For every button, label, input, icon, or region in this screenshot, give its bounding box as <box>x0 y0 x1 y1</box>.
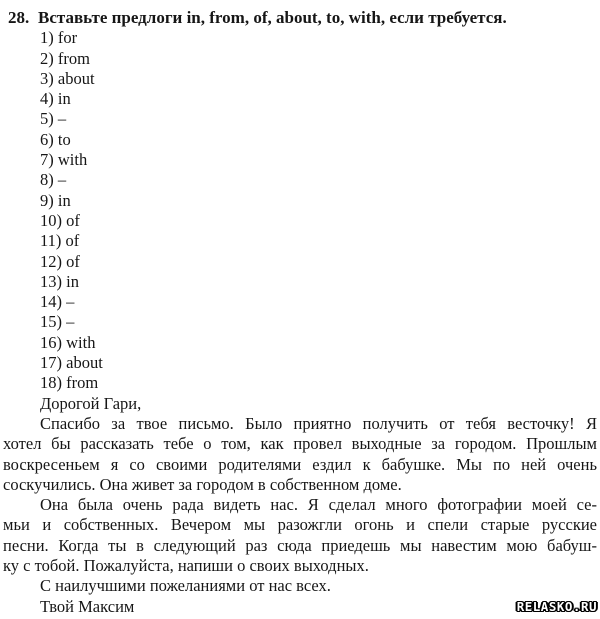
letter-line: мьи и собственных. Вечером мы разожгли огонь и спели старые русские <box>3 515 597 535</box>
answer-item: 14) – <box>40 292 75 312</box>
watermark-relasko: RELASKO.RU <box>516 599 597 614</box>
answer-item: 18) from <box>40 373 99 393</box>
answer-item: 9) in <box>40 190 71 210</box>
letter-signature: Твой Максим <box>40 596 135 616</box>
answer-item: 5) – <box>40 109 67 129</box>
answer-item: 6) to <box>40 129 71 149</box>
answer-item: 16) with <box>40 332 96 352</box>
answer-item: 11) of <box>40 231 80 251</box>
answer-item: 7) with <box>40 150 88 170</box>
answers-list <box>40 28 600 393</box>
letter-closing: С наилучшими пожеланиями от нас всех. <box>40 576 331 596</box>
letter-line: воскресеньем я со своими родителями ездил к бабушке. Мы по ней очень <box>3 454 597 474</box>
letter-salutation: Дорогой Гари, <box>40 393 142 413</box>
letter-line: соскучились. Она живет за городом в собственном доме. <box>3 474 402 494</box>
answer-item: 13) in <box>40 271 79 291</box>
answer-item: 1) for <box>40 28 78 48</box>
exercise-header <box>8 8 600 28</box>
letter-line: Спасибо за твое письмо. Было приятно получить от тебя весточку! Я <box>40 413 597 433</box>
answer-item: 2) from <box>40 48 90 68</box>
answer-item: 17) about <box>40 353 103 373</box>
letter-section <box>0 394 600 617</box>
exercise-number: 28. <box>8 8 30 27</box>
letter-body <box>0 414 600 576</box>
answer-item: 4) in <box>40 89 71 109</box>
answer-item: 8) – <box>40 170 67 190</box>
letter-line: Она была очень рада видеть нас. Я сделал много фотографии моей се- <box>40 495 597 515</box>
answer-item: 3) about <box>40 68 95 88</box>
letter-line: хотел бы рассказать тебе о том, как провел выходные за городом. Прошлым <box>3 434 597 454</box>
answer-item: 12) of <box>40 251 80 271</box>
letter-line: ку с тобой. Пожалуйста, напиши о своих выходных. <box>3 556 369 576</box>
answer-item: 15) – <box>40 312 75 332</box>
exercise-title: Вставьте предлоги in, from, of, about, to, with, если требуется. <box>38 8 507 27</box>
letter-line: песни. Когда ты в следующий раз сюда приедешь мы навестим мою бабуш- <box>3 535 597 555</box>
answer-item: 10) of <box>40 210 80 230</box>
